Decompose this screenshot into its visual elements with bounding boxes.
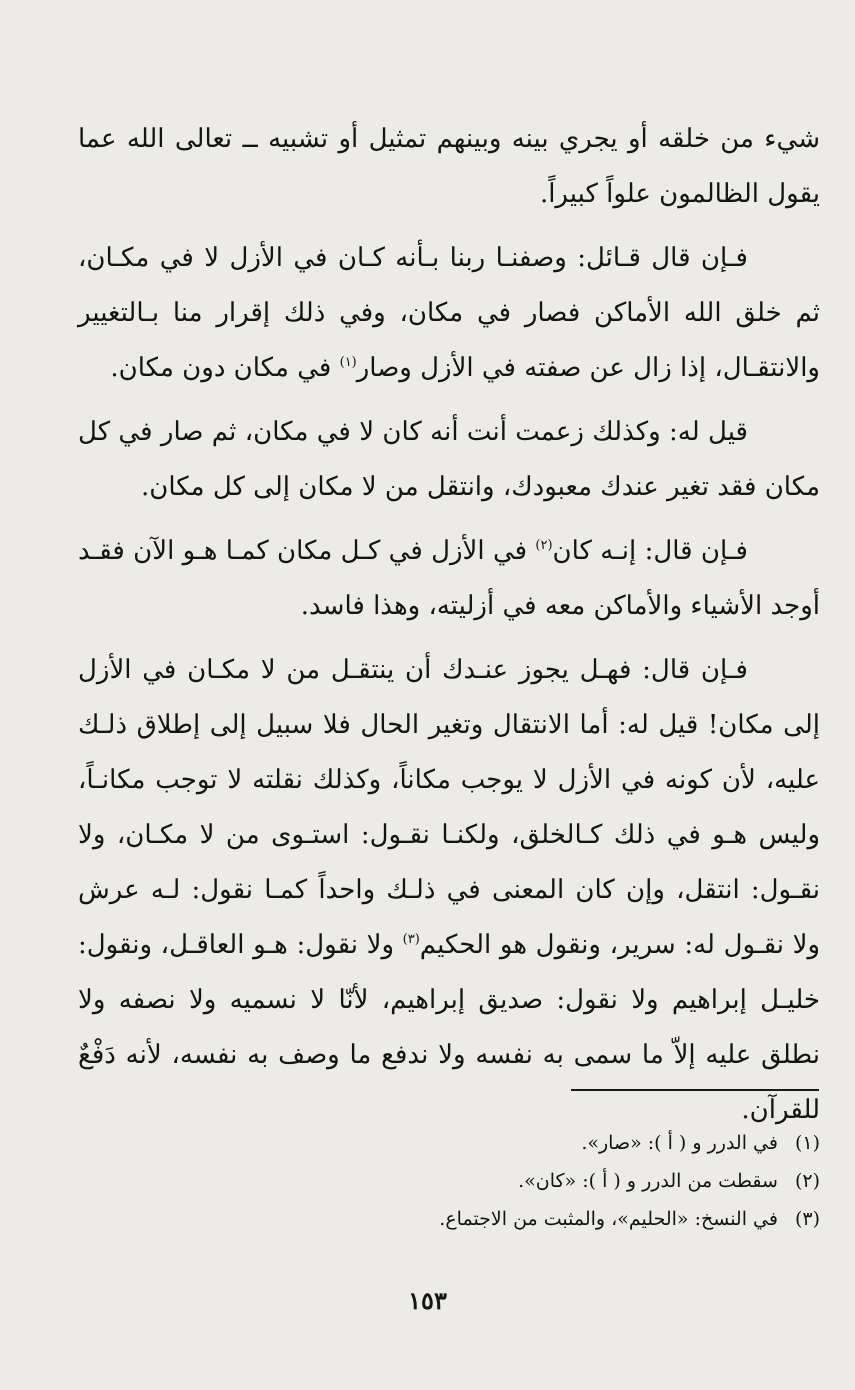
footnote-number: (١) [794,1132,820,1154]
main-text [78,112,820,1138]
footnote-ref-2[interactable]: (٢) [535,538,553,553]
paragraph-text: شيء من خلقه أو يجري بينه وبينهم تمثيل أو تشبيه ــ تعالى الله عما يقول الظالمون علواً كبيراً. [78,124,820,209]
page-number: ١٥٣ [408,1286,447,1315]
paragraph-text: فـإن قال قـائل: وصفنـا ربنا بـأنه كـان في الأزل لا في مكـان، ثم خلق الله الأماكن فصار في مكان، وفي ذلك إقرار منا بـالتغيير والانتقـال، إذا زال عن صفته في الأزل وصار [78,243,820,383]
footnote-3 [300,1200,820,1238]
paragraph-2 [78,231,820,396]
paragraph-1 [78,112,820,222]
footnote-2 [300,1162,820,1200]
paragraph-text-cont: في مكان دون مكان. [110,353,340,383]
footnote-text: سقطت من الدرر و ( أ ): «كان». [518,1170,778,1192]
footnote-ref-3[interactable]: (٣) [402,932,420,947]
footnote-ref-1[interactable]: (١) [339,355,357,370]
footnote-1 [300,1124,820,1162]
footnote-text: في النسخ: «الحليم»، والمثبت من الاجتماع. [439,1208,778,1230]
paragraph-3 [78,405,820,515]
paragraph-text: فـإن قال: إنـه كان [552,536,748,566]
paragraph-4 [78,524,820,634]
footnote-text: في الدرر و ( أ ): «صار». [581,1132,778,1154]
paragraph-text-cont: في الأزل في كـل مكان كمـا هـو الآن فقـد أوجد الأشياء والأماكن معه في أزليته، وهذا فاسد. [78,536,820,621]
paragraph-text-cont: ولا نقول: هـو العاقـل، ونقول: خليـل إبراهيم ولا نقول: صديق إبراهيم، لأنّا لا نسميه ولا نصفه ولا نطلق عليه إلاّ ما سمى به نفسه ولا ندفع ما وصف به نفسه، لأنه دَفْعٌ للقرآن. [78,930,820,1125]
paragraph-5 [78,643,820,1138]
footnote-separator [571,1089,819,1091]
footnote-number: (٢) [794,1170,820,1192]
footnote-number: (٣) [794,1208,820,1230]
paragraph-text: فـإن قال: فهـل يجوز عنـدك أن ينتقـل من لا مكـان في الأزل إلى مكان! قيل له: أما الانتقال وتغير الحال فلا سبيل إلى إطلاق ذلـك عليه، لأن كونه في الأزل لا يوجب مكاناً، وكذلك نقلته لا توجب مكانـاً، وليس هـو في ذلك كـالخلق، ولكنـا نقـول: استـوى من لا مكـان، ولا نقـول: انتقل، وإن كان المعنى في ذلـك واحداً كمـا نقول: لـه عرش ولا نقـول له: سرير، ونقول هو الحكيم [78,655,821,960]
footnotes [300,1124,820,1238]
paragraph-text: قيل له: وكذلك زعمت أنت أنه كان لا في مكان، ثم صار في كل مكان فقد تغير عندك معبودك، وانتقل من لا مكان إلى كل مكان. [78,417,820,502]
